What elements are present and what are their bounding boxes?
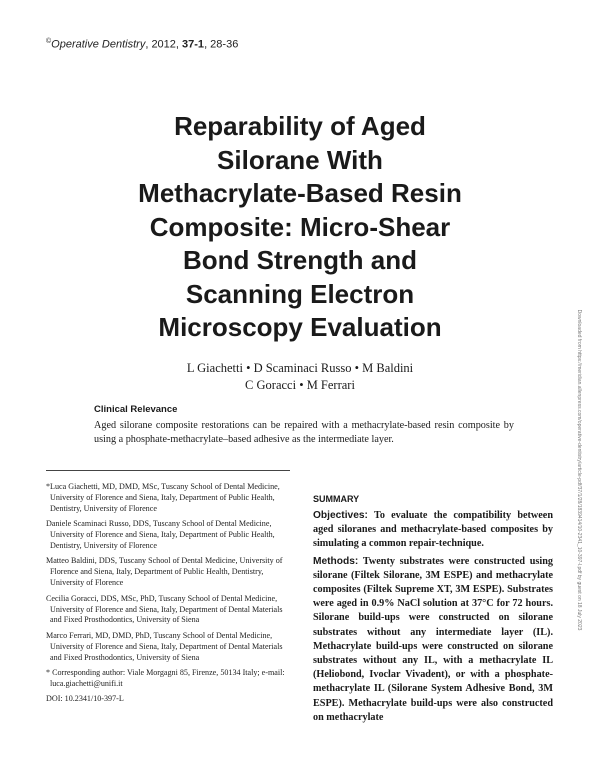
affiliations-block: [46, 470, 290, 710]
clinical-relevance-heading: Clinical Relevance: [94, 404, 178, 415]
journal-year: , 2012,: [145, 38, 183, 51]
download-watermark: [574, 250, 584, 690]
doi: DOI: 10.2341/10-397-L: [46, 694, 124, 704]
title-line: Scanning Electron: [185, 278, 415, 309]
title-line: Methacrylate-Based Resin: [138, 178, 462, 208]
methods-label: Methods:: [313, 555, 359, 567]
title-line: Bond Strength and: [183, 245, 417, 275]
journal-citation: [46, 38, 238, 51]
title-line: Microscopy Evaluation: [158, 312, 442, 342]
journal-volume: 37-1: [182, 38, 205, 51]
objectives-text: To evaluate the compatibility between aged siloranes and methacrylate-based composites by simulating a common repair-technique.: [313, 510, 553, 550]
author-list: [100, 360, 500, 393]
objectives-paragraph: [313, 509, 553, 552]
corresponding-author: * Corresponding author: Viale Morgagni 85, Firenze, 50134 Italy; e-mail: luca.giachetti@unifi.it: [46, 668, 285, 688]
methods-text: Twenty substrates were constructed using silorane (Filtek Silorane, 3M ESPE) and methacrylate composites (Filtek Supreme XT, 3M ESPE). Substrates were aged in 0.9% NaCl solution at 37°C for 72 hours. Silorane build-ups were constructed on silorane substrates without any intermediate layer (IL). Methacrylate build-ups were constructed on silorane substrates without any IL, with a methacrylate IL (Heliobond, Ivoclar Vivadent), or with a phosphate-methacrylate IL (Silorane System Adhesive Bond, 3M ESPE). Methacrylate build-ups were also constructed on methacrylate: [313, 555, 553, 723]
affiliation: Daniele Scaminaci Russo, DDS, Tuscany School of Dental Medicine, University of Florence and Siena, Italy, Department of Public Health, Dentistry, University of Florence: [46, 519, 275, 551]
title-line: Silorane With: [217, 144, 383, 175]
summary-section: [313, 494, 553, 728]
summary-heading: SUMMARY: [313, 494, 360, 504]
clinical-relevance-text: Aged silorane composite restorations can be repaired with a methacrylate-based resin composite by using a phosphate-methacrylate–based adhesive as the intermediate layer.: [94, 420, 514, 445]
affiliation: *Luca Giachetti, MD, DMD, MSc, Tuscany School of Dental Medicine, University of Florence and Siena, Italy, Department of Public Health, Dentistry, University of Florence: [46, 482, 280, 513]
article-title: [60, 110, 540, 345]
copyright-symbol: ©: [46, 38, 52, 45]
affiliation: Cecilia Goracci, DDS, MSc, PhD, Tuscany School of Dental Medicine, University of Florence and Siena, Italy, Department of Dental Materials and Fixed Prosthodontics, University of Siena: [46, 593, 283, 625]
journal-name: Operative Dentistry: [51, 38, 146, 51]
download-watermark-text: Downloaded from https://meridian.allenpress.com/operative-dentistry/article-pdf/37/1/28/1839414/10-2341_10-397-l.pdf by guest on 18 July 2023: [576, 309, 582, 631]
author-line: C Goracci • M Ferrari: [245, 377, 355, 392]
methods-paragraph: [313, 555, 553, 725]
author-line: L Giachetti • D Scaminaci Russo • M Baldini: [186, 361, 414, 375]
affiliation: Matteo Baldini, DDS, Tuscany School of Dental Medicine, University of Florence and Siena, Italy, Department of Public Health, Dentistry, University of Florence: [46, 556, 283, 588]
title-line: Composite: Micro-Shear: [149, 211, 451, 242]
affiliation: Marco Ferrari, MD, DMD, PhD, Tuscany School of Dental Medicine, University of Florence and Siena, Italy, Department of Dental Materials and Fixed Prosthodontics, University of Siena: [46, 630, 283, 662]
journal-pages: , 28-36: [204, 38, 239, 51]
title-line: Reparability of Aged: [174, 111, 426, 141]
objectives-label: Objectives:: [313, 510, 368, 521]
summary-body: [313, 509, 553, 725]
